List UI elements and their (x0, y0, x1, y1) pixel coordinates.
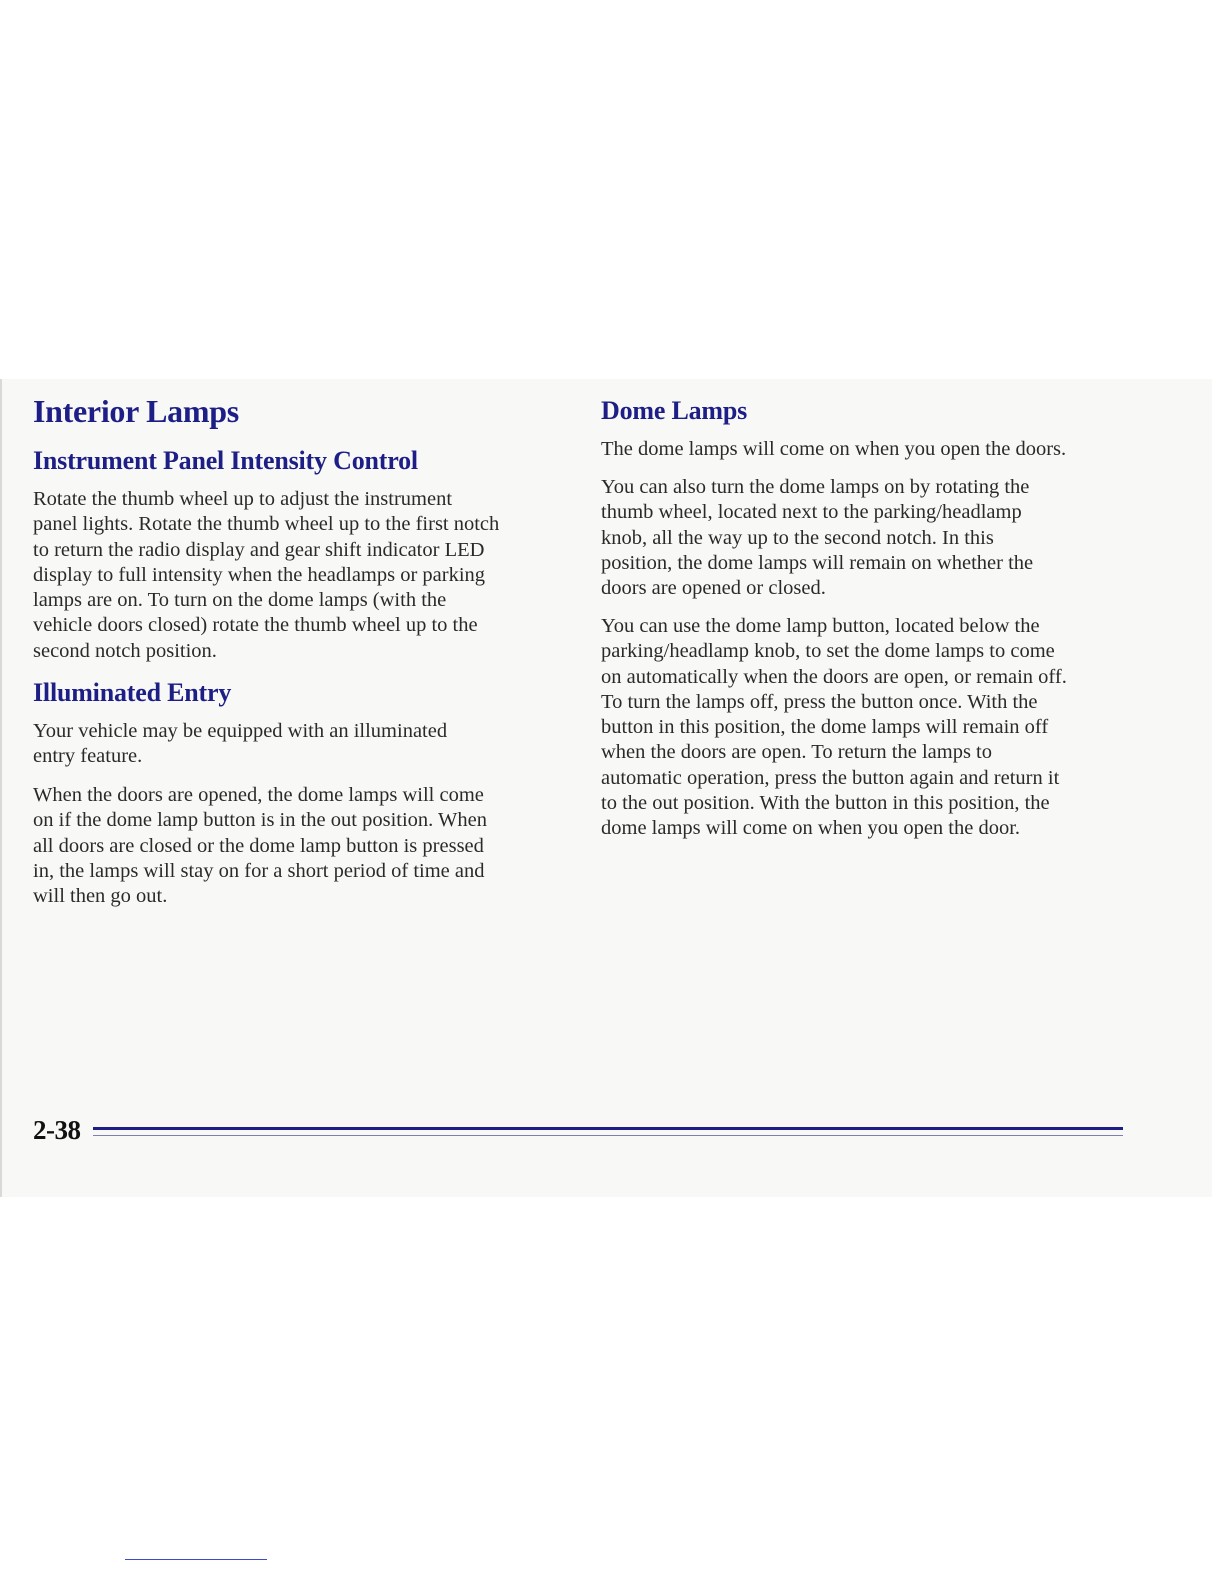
page-number: 2-38 (33, 1115, 81, 1145)
text-line: second notch position. (33, 639, 217, 662)
paragraph-entry-2 (33, 783, 568, 909)
text-line: parking/headlamp knob, to set the dome lamps to come (601, 640, 1055, 663)
text-line: display to full intensity when the headlamps or parking (33, 563, 486, 586)
text-line: to the out position. With the button in this position, the (601, 792, 1050, 815)
text-line: dome lamps will come on when you open the door. (601, 817, 1021, 840)
text-line: thumb wheel, located next to the parking/headlamp (601, 501, 1022, 524)
footer-rule-thin (93, 1135, 1123, 1136)
text-line: will then go out. (33, 885, 168, 908)
paragraph-dome-3 (601, 614, 1161, 842)
text-line: To turn the lamps off, press the button once. With the (601, 690, 1038, 713)
heading-instrument-panel-intensity-control: Instrument Panel Intensity Control (33, 446, 418, 475)
bottom-underline-divider (125, 1559, 267, 1560)
text-line: panel lights. Rotate the thumb wheel up to the first notch (33, 513, 500, 536)
footer-rule (93, 1127, 1123, 1130)
text-line: Your vehicle may be equipped with an illuminated (33, 720, 448, 742)
page-edge (0, 379, 2, 1197)
text-line: vehicle doors closed) rotate the thumb wheel up to the (33, 614, 478, 637)
text-line: to return the radio display and gear shift indicator LED (33, 538, 485, 561)
text-line: You can also turn the dome lamps on by rotating the (601, 476, 1030, 498)
paragraph-entry-1 (33, 719, 568, 770)
text-line: when the doors are open. To return the lamps to (601, 741, 993, 764)
section-title: Interior Lamps (33, 393, 239, 429)
heading-illuminated-entry: Illuminated Entry (33, 678, 232, 707)
text-line: doors are opened or closed. (601, 577, 826, 600)
text-line: Rotate the thumb wheel up to adjust the instrument (33, 488, 453, 510)
text-line: knob, all the way up to the second notch. In this (601, 526, 994, 549)
text-line: When the doors are opened, the dome lamps will come (33, 784, 484, 806)
text-line: position, the dome lamps will remain on whether the (601, 551, 1034, 574)
text-line: all doors are closed or the dome lamp button is pressed (33, 834, 484, 857)
text-line: on automatically when the doors are open, or remain off. (601, 665, 1067, 688)
text-line: lamps are on. To turn on the dome lamps (with the (33, 589, 447, 612)
paragraph-dome-1 (601, 437, 1161, 462)
paragraph-intensity (33, 487, 568, 664)
text-line: on if the dome lamp button is in the out position. When (33, 809, 487, 832)
text-line: in, the lamps will stay on for a short period of time and (33, 859, 485, 882)
text-line: The dome lamps will come on when you open the doors. (601, 438, 1067, 460)
text-line: entry feature. (33, 745, 143, 768)
text-line: automatic operation, press the button again and return it (601, 766, 1060, 789)
text-line: You can use the dome lamp button, located below the (601, 615, 1040, 637)
paragraph-dome-2 (601, 475, 1161, 601)
heading-dome-lamps: Dome Lamps (601, 396, 748, 425)
text-line: button in this position, the dome lamps will remain off (601, 716, 1049, 739)
